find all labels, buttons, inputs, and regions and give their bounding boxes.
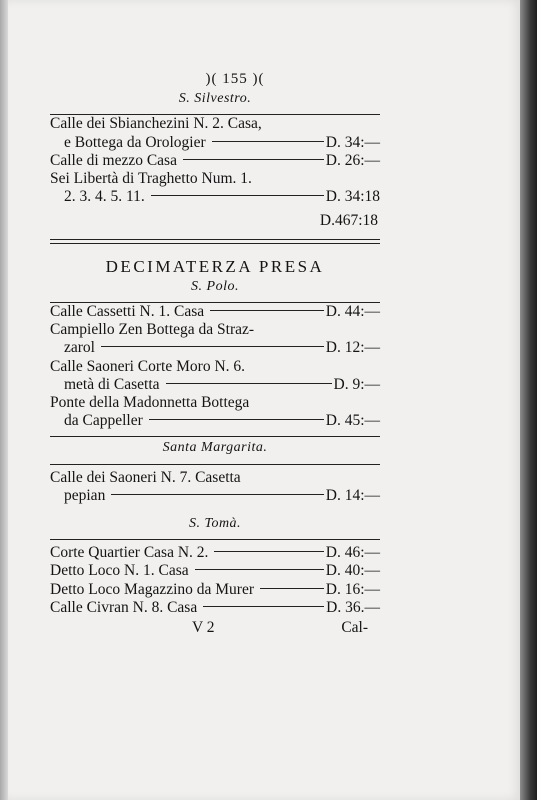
leader-dash: [260, 588, 324, 589]
entry-amount: D. 16:—: [325, 580, 380, 598]
entry-campiello-zen: [50, 321, 380, 357]
entry-amount: D. 40:—: [325, 562, 380, 580]
entry-amount: D. 26:—: [325, 151, 380, 169]
leader-dash: [214, 551, 323, 552]
section-rule: [50, 539, 380, 540]
entry-liberta-traghetto: [50, 170, 380, 206]
leader-dash: [111, 494, 323, 495]
entry-text: pepian: [64, 486, 106, 504]
section-heading-polo: S. Polo.: [191, 278, 239, 294]
double-rule-bottom: [50, 243, 380, 244]
catchword: Cal-: [341, 619, 368, 637]
entry-amount: D. 9:—: [333, 375, 380, 393]
page-number: )( 155 )(: [205, 71, 265, 87]
entry-text: Ponte della Madonnetta Bottega: [50, 394, 250, 412]
entry-amount: D. 45:—: [325, 412, 380, 430]
section-heading-silvestro: S. Silvestro.: [178, 91, 252, 107]
leader-dash: [212, 141, 324, 142]
double-rule-top: [50, 239, 380, 240]
leader-dash: [151, 195, 324, 196]
entry-text: Detto Loco Magazzino da Murer: [50, 580, 255, 598]
entry-cassetti: [50, 303, 380, 321]
section-heading-margarita: Santa Margarita.: [162, 440, 268, 456]
entry-text: metà di Casetta: [64, 375, 160, 393]
section-total: D.467:18: [319, 212, 378, 230]
entry-amount: D. 46:—: [325, 544, 380, 562]
entry-calle-di-mezzo: [50, 152, 380, 170]
page-content: [50, 70, 380, 637]
entry-text: 2. 3. 4. 5. 11.: [64, 188, 145, 206]
page-footer: [50, 619, 380, 637]
section-heading-toma: S. Tomà.: [188, 516, 242, 532]
entry-saoneri-7: [50, 469, 380, 505]
page-title: DECIMATERZA PRESA: [105, 256, 325, 276]
entry-text: Campiello Zen Bottega da Straz-: [50, 321, 255, 339]
entry-amount: D. 34:18: [325, 188, 380, 206]
entry-sbianchezini: [50, 115, 380, 151]
binding-shadow: [520, 0, 537, 800]
entry-amount: D. 34:—: [325, 133, 380, 151]
entry-amount: D. 36.—: [326, 598, 380, 616]
entry-text: Calle Saoneri Corte Moro N. 6.: [50, 357, 246, 375]
entry-detto-loco-magazzino: [50, 581, 380, 599]
leader-dash: [203, 606, 324, 607]
leader-dash: [183, 159, 324, 160]
leader-dash: [210, 310, 324, 311]
leader-dash: [195, 569, 324, 570]
entry-text: zarol: [64, 339, 95, 357]
entry-text: e Bottega da Orologier: [64, 133, 206, 151]
signature-mark: V 2: [192, 619, 215, 637]
entry-amount: D. 44:—: [325, 303, 380, 321]
section-rule: [50, 436, 380, 437]
entry-text: Calle dei Saoneri N. 7. Casetta: [50, 468, 241, 486]
entry-amount: D. 12:—: [325, 339, 380, 357]
leader-dash: [166, 383, 332, 384]
entry-text: Corte Quartier Casa N. 2.: [50, 544, 209, 562]
entry-text: Calle di mezzo Casa: [50, 151, 177, 169]
entry-amount: D. 14:—: [325, 486, 380, 504]
entry-text: Calle dei Sbianchezini N. 2. Casa,: [50, 115, 262, 133]
entry-calle-civran: [50, 599, 380, 617]
entry-detto-loco-casa: [50, 562, 380, 580]
entry-text: Calle Civran N. 8. Casa: [50, 598, 198, 616]
leader-dash: [101, 346, 324, 347]
entry-text: Calle Cassetti N. 1. Casa: [50, 303, 205, 321]
leader-dash: [149, 419, 324, 420]
section-rule: [50, 464, 380, 465]
entry-text: Detto Loco N. 1. Casa: [50, 562, 189, 580]
entry-corte-moro: [50, 358, 380, 394]
entry-corte-quartier: [50, 544, 380, 562]
entry-text: Sei Libertà di Traghetto Num. 1.: [50, 170, 252, 188]
entry-madonnetta: [50, 394, 380, 430]
entry-text: da Cappeller: [64, 412, 143, 430]
